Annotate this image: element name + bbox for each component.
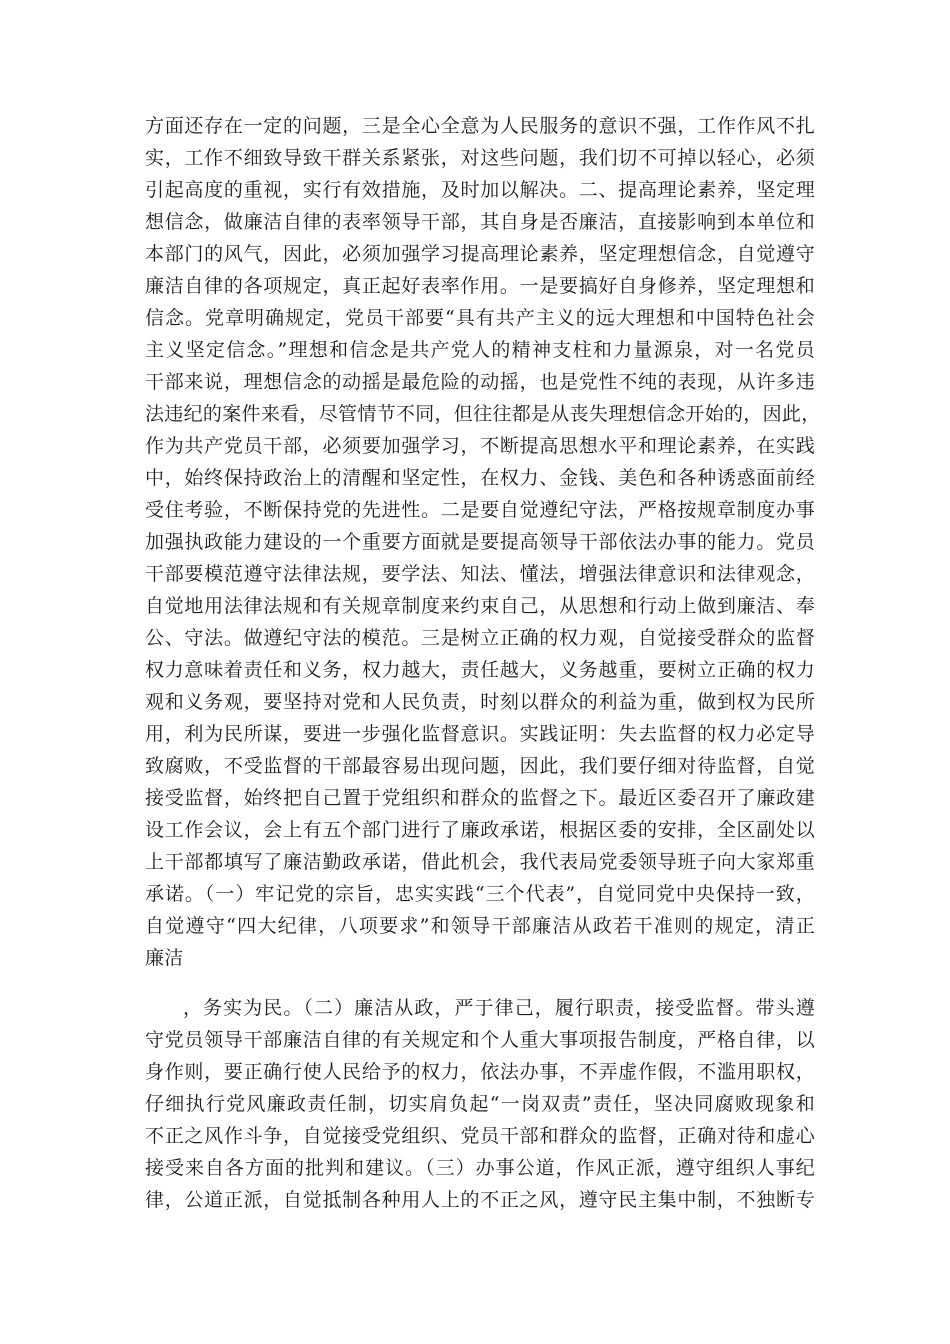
text-line: 本部门的风气，因此，必须加强学习提高理论素养，坚定理想信念，自觉遵守 (145, 243, 815, 265)
text-line (145, 1216, 815, 1248)
text-line: 自觉遵守“四大纪律，八项要求”和领导干部廉洁从政若干准则的规定，清正 (145, 915, 815, 937)
text-line: 律，公道正派，自觉抵制各种用人上的不正之风，遵守民主集中制，不独断专 (145, 1189, 815, 1211)
text-line: 引起高度的重视，实行有效措施，及时加以解决。二、提高理论素养，坚定理 (145, 179, 815, 201)
text-line: 想信念，做廉洁自律的表率领导干部，其自身是否廉洁，直接影响到本单位和 (145, 211, 815, 233)
text-line: 身作则，要正确行使人民给予的权力，依法办事，不弄虚作假，不滥用职权， (145, 1061, 815, 1083)
text-line: 廉洁自律的各项规定，真正起好表率作用。一是要搞好自身修养，坚定理想和 (145, 275, 815, 297)
text-line: 公、守法。做遵纪守法的模范。三是树立正确的权力观，自觉接受群众的监督 (145, 627, 815, 649)
text-line: 设工作会议，会上有五个部门进行了廉政承诺，根据区委的安排，全区副处以 (145, 819, 815, 841)
text-line: 承诺。（一）牢记党的宗旨，忠实实践“三个代表”，自觉同党中央保持一致， (145, 883, 815, 905)
text-line: 仔细执行党风廉政责任制，切实肩负起“一岗双责”责任，坚决同腐败现象和 (145, 1093, 815, 1115)
text-line: 受住考验，不断保持党的先进性。二是要自觉遵纪守法，严格按规章制度办事 (145, 499, 815, 521)
text-line: 信念。党章明确规定，党员干部要“具有共产主义的远大理想和中国特色社会 (145, 307, 815, 329)
text-line: 上干部都填写了廉洁勤政承诺，借此机会，我代表局党委领导班子向大家郑重 (145, 851, 815, 873)
text-line: 接受来自各方面的批判和建议。（三）办事公道，作风正派，遵守组织人事纪 (145, 1157, 815, 1179)
text-line: 加强执政能力建设的一个重要方面就是要提高领导干部依法办事的能力。党员 (145, 531, 815, 553)
text-line-indented: ，务实为民。（二）廉洁从政，严于律己，履行职责，接受监督。带头遵 (183, 997, 815, 1019)
text-line: 自觉地用法律法规和有关规章制度来约束自己，从思想和行动上做到廉洁、奉 (145, 595, 815, 617)
text-line: 中，始终保持政治上的清醒和坚定性，在权力、金钱、美色和各种诱惑面前经 (145, 467, 815, 489)
text-line: 干部来说，理想信念的动摇是最危险的动摇，也是党性不纯的表现，从许多违 (145, 371, 815, 393)
text-line: 主义坚定信念。”理想和信念是共产党人的精神支柱和力量源泉，对一名党员 (145, 339, 815, 361)
text-line: 廉洁 (145, 947, 184, 969)
text-line: 实，工作不细致导致干群关系紧张，对这些问题，我们切不可掉以轻心，必须 (145, 147, 815, 169)
text-line: 用，利为民所谋，要进一步强化监督意识。实践证明：失去监督的权力必定导 (145, 723, 815, 745)
text-line: 方面还存在一定的问题，三是全心全意为人民服务的意识不强，工作作风不扎 (145, 115, 815, 137)
text-line: 致腐败，不受监督的干部最容易出现问题，因此，我们要仔细对待监督，自觉 (145, 755, 815, 777)
text-line: 作为共产党员干部，必须要加强学习，不断提高思想水平和理论素养，在实践 (145, 435, 815, 457)
text-line: 干部要模范遵守法律法规，要学法、知法、懂法，增强法律意识和法律观念， (145, 563, 815, 585)
text-line: 法违纪的案件来看，尽管情节不同，但往往都是从丧失理想信念开始的，因此， (145, 403, 821, 425)
text-line: 权力意味着责任和义务，权力越大，责任越大，义务越重，要树立正确的权力 (145, 659, 815, 681)
text-line: 不正之风作斗争，自觉接受党组织、党员干部和群众的监督，正确对待和虚心 (145, 1125, 815, 1147)
text-line: 接受监督，始终把自己置于党组织和群众的监督之下。最近区委召开了廉政建 (145, 787, 815, 809)
text-line: 观和义务观，要坚持对党和人民负责，时刻以群众的利益为重，做到权为民所 (145, 691, 815, 713)
text-line: 守党员领导干部廉洁自律的有关规定和个人重大事项报告制度，严格自律，以 (145, 1029, 815, 1051)
